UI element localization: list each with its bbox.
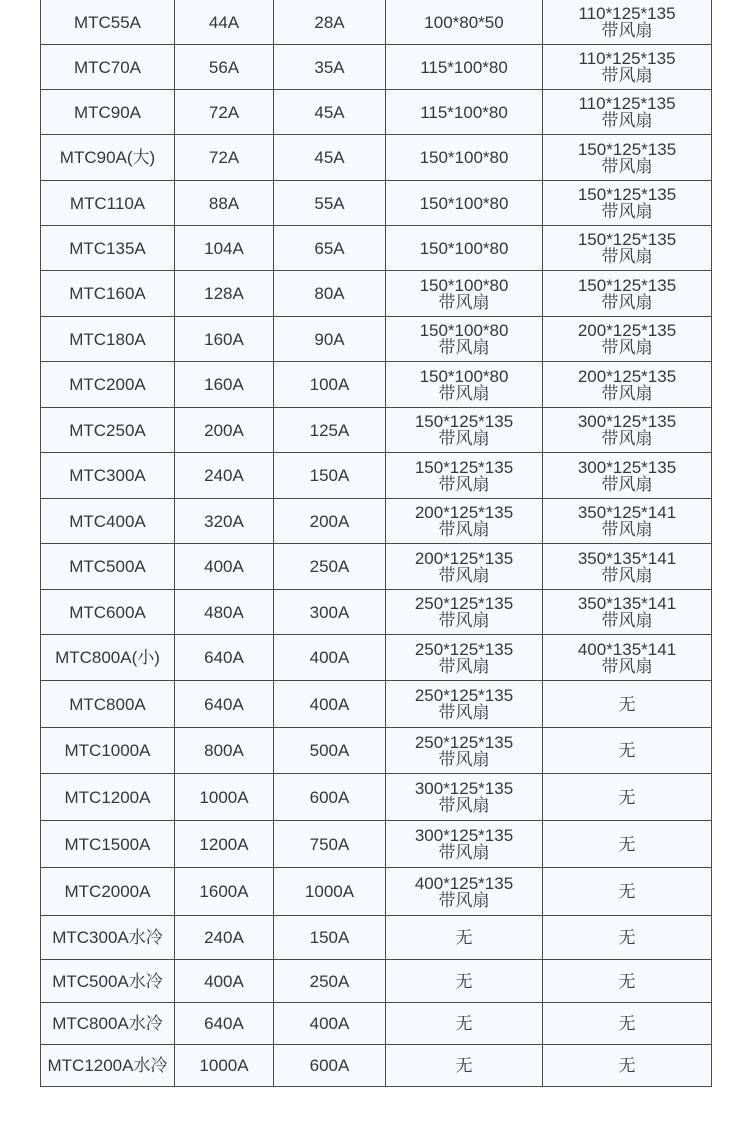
cell-text: 无 <box>455 928 473 947</box>
cell-text: 150*100*80 <box>419 275 509 295</box>
cell-text: 带风扇 <box>601 66 653 85</box>
cell-heatsink-size-b <box>543 90 712 135</box>
table-row <box>41 408 712 453</box>
cell-heatsink-size-b <box>543 453 712 499</box>
cell-text: 带风扇 <box>438 703 490 722</box>
cell-rated-current <box>175 408 274 453</box>
cell-working-current <box>274 544 386 590</box>
cell-model <box>41 271 175 317</box>
cell-text: MTC250A <box>69 420 146 440</box>
cell-heatsink-size-a <box>386 868 543 916</box>
table-row <box>41 181 712 226</box>
cell-heatsink-size-b <box>543 135 712 181</box>
cell-heatsink-size-a <box>386 544 543 590</box>
cell-heatsink-size-b <box>543 499 712 544</box>
cell-text: 750A <box>309 834 350 854</box>
cell-working-current <box>274 821 386 868</box>
cell-text: 200*125*135 <box>414 548 514 568</box>
cell-rated-current <box>175 271 274 317</box>
cell-model <box>41 226 175 271</box>
cell-text: 1000A <box>199 1056 249 1075</box>
cell-text: 无 <box>618 834 636 854</box>
cell-rated-current <box>175 635 274 681</box>
cell-text: 600A <box>309 787 350 807</box>
cell-text: 160A <box>204 375 244 394</box>
cell-rated-current <box>175 544 274 590</box>
table-row <box>41 590 712 635</box>
cell-rated-current <box>175 226 274 271</box>
cell-working-current <box>274 45 386 90</box>
cell-model <box>41 1045 175 1087</box>
cell-text: MTC500A <box>69 557 146 576</box>
cell-text: 320A <box>204 511 244 531</box>
cell-text: MTC180A <box>69 329 146 349</box>
cell-text: 带风扇 <box>601 611 653 630</box>
cell-text: MTC90A(大) <box>59 148 156 167</box>
table-row <box>41 453 712 499</box>
cell-model <box>41 317 175 362</box>
cell-text: 带风扇 <box>601 656 653 676</box>
cell-working-current <box>274 362 386 408</box>
cell-heatsink-size-b <box>543 916 712 960</box>
cell-text: 1200A <box>199 834 249 854</box>
cell-text: 100A <box>309 375 350 394</box>
cell-rated-current <box>175 774 274 821</box>
cell-text: 150*100*80 <box>419 193 509 213</box>
cell-rated-current <box>175 499 274 544</box>
cell-text: 400*125*135 <box>414 873 514 893</box>
cell-rated-current <box>175 453 274 499</box>
cell-text: 65A <box>314 238 345 258</box>
table-row <box>41 868 712 916</box>
cell-text: 带风扇 <box>438 383 490 403</box>
cell-rated-current <box>175 317 274 362</box>
cell-model <box>41 181 175 226</box>
cell-text: 带风扇 <box>601 429 653 448</box>
cell-heatsink-size-a <box>386 453 543 499</box>
cell-heatsink-size-a <box>386 135 543 181</box>
cell-text: 1000A <box>304 882 355 901</box>
cell-text: 104A <box>204 238 244 258</box>
cell-text: 150*100*80 <box>419 366 509 386</box>
cell-text: 无 <box>455 1014 473 1033</box>
cell-text: MTC600A <box>69 602 146 622</box>
cell-text: 无 <box>455 1056 473 1075</box>
cell-text: 28A <box>314 12 345 32</box>
table-row <box>41 0 712 45</box>
cell-rated-current <box>175 916 274 960</box>
cell-heatsink-size-a <box>386 499 543 544</box>
cell-text: 640A <box>204 1014 244 1033</box>
table-row <box>41 1045 712 1087</box>
cell-heatsink-size-b <box>543 362 712 408</box>
spec-table <box>40 0 712 1087</box>
cell-text: 90A <box>314 329 345 349</box>
cell-rated-current <box>175 0 274 45</box>
cell-text: 400A <box>309 648 350 667</box>
cell-heatsink-size-a <box>386 1045 543 1087</box>
cell-text: 150*125*135 <box>577 230 677 249</box>
cell-rated-current <box>175 821 274 868</box>
cell-text: MTC1200A水冷 <box>47 1056 168 1075</box>
cell-text: 150*125*135 <box>414 412 514 431</box>
cell-text: 150*125*135 <box>414 457 514 477</box>
cell-text: 带风扇 <box>601 383 653 403</box>
cell-working-current <box>274 916 386 960</box>
cell-text: 115*100*80 <box>420 57 508 77</box>
cell-heatsink-size-b <box>543 1045 712 1087</box>
cell-text: 100*80*50 <box>424 12 504 32</box>
cell-model <box>41 408 175 453</box>
cell-text: 无 <box>618 787 636 807</box>
cell-text: 250*125*135 <box>414 639 514 659</box>
cell-heatsink-size-a <box>386 317 543 362</box>
cell-rated-current <box>175 45 274 90</box>
cell-heatsink-size-b <box>543 544 712 590</box>
cell-text: 150*125*135 <box>577 139 677 159</box>
cell-working-current <box>274 90 386 135</box>
cell-text: 200*125*135 <box>414 503 514 522</box>
cell-model <box>41 0 175 45</box>
cell-text: 带风扇 <box>601 565 653 585</box>
cell-text: 无 <box>455 971 473 991</box>
cell-text: 带风扇 <box>438 796 490 815</box>
cell-working-current <box>274 271 386 317</box>
cell-working-current <box>274 1045 386 1087</box>
cell-text: 带风扇 <box>601 21 653 40</box>
cell-working-current <box>274 960 386 1003</box>
cell-text: 带风扇 <box>438 429 490 448</box>
cell-working-current <box>274 1003 386 1045</box>
cell-text: MTC200A <box>69 375 146 394</box>
cell-model <box>41 45 175 90</box>
table-row <box>41 681 712 728</box>
cell-model <box>41 774 175 821</box>
cell-text: 150*100*80 <box>419 148 509 167</box>
cell-text: 72A <box>208 148 240 167</box>
cell-text: MTC500A水冷 <box>52 971 163 991</box>
cell-heatsink-size-a <box>386 960 543 1003</box>
cell-text: 80A <box>314 284 345 303</box>
cell-text: 35A <box>314 57 345 77</box>
table-row <box>41 271 712 317</box>
cell-text: 300*125*135 <box>577 457 677 477</box>
cell-model <box>41 135 175 181</box>
cell-heatsink-size-b <box>543 821 712 868</box>
cell-text: 带风扇 <box>601 247 653 266</box>
cell-text: 150*100*80 <box>419 321 509 340</box>
cell-text: 480A <box>204 602 244 622</box>
cell-text: 带风扇 <box>438 520 490 539</box>
cell-working-current <box>274 728 386 774</box>
cell-working-current <box>274 317 386 362</box>
cell-working-current <box>274 635 386 681</box>
cell-heatsink-size-a <box>386 1003 543 1045</box>
table-row <box>41 960 712 1003</box>
cell-text: 1000A <box>199 787 249 807</box>
cell-text: 250*125*135 <box>414 732 514 752</box>
cell-working-current <box>274 226 386 271</box>
cell-text: 400A <box>309 694 350 714</box>
cell-heatsink-size-a <box>386 774 543 821</box>
cell-text: 45A <box>314 102 345 122</box>
cell-text: MTC800A <box>69 694 146 714</box>
cell-model <box>41 916 175 960</box>
cell-working-current <box>274 181 386 226</box>
cell-text: 带风扇 <box>438 474 490 494</box>
cell-text: 600A <box>309 1056 350 1075</box>
cell-heatsink-size-a <box>386 90 543 135</box>
cell-working-current <box>274 868 386 916</box>
cell-text: 250A <box>309 971 350 991</box>
cell-text: MTC300A水冷 <box>52 928 163 947</box>
cell-text: MTC135A <box>69 238 146 258</box>
table-row <box>41 774 712 821</box>
cell-text: MTC110A <box>69 193 146 213</box>
table-row <box>41 317 712 362</box>
cell-text: 250*125*135 <box>414 594 514 613</box>
cell-text: 无 <box>618 1056 636 1075</box>
cell-text: 带风扇 <box>601 474 653 494</box>
cell-model <box>41 821 175 868</box>
cell-text: MTC55A <box>73 12 142 32</box>
cell-rated-current <box>175 960 274 1003</box>
cell-working-current <box>274 453 386 499</box>
cell-text: 带风扇 <box>601 111 653 130</box>
table-row <box>41 916 712 960</box>
cell-text: 56A <box>208 57 240 77</box>
cell-heatsink-size-a <box>386 271 543 317</box>
cell-text: 110*125*135 <box>578 94 676 113</box>
cell-heatsink-size-b <box>543 635 712 681</box>
table-row <box>41 226 712 271</box>
cell-rated-current <box>175 1003 274 1045</box>
cell-text: 72A <box>208 102 240 122</box>
cell-rated-current <box>175 181 274 226</box>
cell-text: 带风扇 <box>438 292 490 312</box>
cell-heatsink-size-a <box>386 181 543 226</box>
cell-heatsink-size-b <box>543 868 712 916</box>
cell-working-current <box>274 681 386 728</box>
cell-rated-current <box>175 90 274 135</box>
cell-text: 400A <box>204 557 244 576</box>
cell-working-current <box>274 499 386 544</box>
cell-rated-current <box>175 681 274 728</box>
table-row <box>41 635 712 681</box>
cell-heatsink-size-b <box>543 1003 712 1045</box>
cell-working-current <box>274 408 386 453</box>
table-row <box>41 90 712 135</box>
cell-text: 带风扇 <box>438 749 490 769</box>
cell-heatsink-size-b <box>543 317 712 362</box>
cell-text: 400*135*141 <box>577 639 677 659</box>
cell-text: 无 <box>618 928 636 947</box>
cell-text: 350*135*141 <box>577 594 677 613</box>
cell-working-current <box>274 135 386 181</box>
cell-text: 110*125*135 <box>578 49 676 68</box>
cell-text: 1600A <box>199 882 249 901</box>
cell-text: 200*125*135 <box>577 321 677 340</box>
cell-heatsink-size-b <box>543 590 712 635</box>
cell-text: 带风扇 <box>601 202 653 221</box>
cell-text: 55A <box>314 193 345 213</box>
cell-text: 125A <box>309 420 350 440</box>
cell-text: 88A <box>208 193 240 213</box>
cell-text: 150*125*135 <box>577 185 677 204</box>
cell-model <box>41 681 175 728</box>
cell-text: 带风扇 <box>438 843 490 862</box>
cell-text: 无 <box>618 694 636 714</box>
cell-heatsink-size-b <box>543 774 712 821</box>
cell-text: 150A <box>309 466 350 485</box>
cell-model <box>41 1003 175 1045</box>
spec-table-body <box>41 0 712 1087</box>
cell-rated-current <box>175 590 274 635</box>
table-row <box>41 499 712 544</box>
table-row <box>41 728 712 774</box>
cell-heatsink-size-b <box>543 408 712 453</box>
cell-text: 44A <box>208 12 240 32</box>
cell-text: 640A <box>204 648 244 667</box>
cell-heatsink-size-b <box>543 45 712 90</box>
cell-text: 400A <box>204 971 244 991</box>
cell-text: MTC1200A <box>64 787 151 807</box>
cell-text: 150*125*135 <box>577 275 677 295</box>
cell-text: 300*125*135 <box>414 826 514 845</box>
cell-text: 115*100*80 <box>420 102 508 122</box>
cell-heatsink-size-a <box>386 728 543 774</box>
cell-text: 带风扇 <box>601 156 653 176</box>
cell-text: 200A <box>309 511 350 531</box>
cell-heatsink-size-a <box>386 362 543 408</box>
cell-text: MTC70A <box>73 57 142 77</box>
cell-model <box>41 544 175 590</box>
cell-text: 300A <box>309 602 350 622</box>
cell-text: 带风扇 <box>438 565 490 585</box>
cell-text: MTC1500A <box>64 834 151 854</box>
cell-text: MTC800A水冷 <box>52 1014 163 1033</box>
cell-rated-current <box>175 868 274 916</box>
cell-heatsink-size-b <box>543 0 712 45</box>
cell-text: 带风扇 <box>438 890 490 910</box>
cell-text: 128A <box>204 284 244 303</box>
cell-heatsink-size-b <box>543 181 712 226</box>
cell-rated-current <box>175 728 274 774</box>
cell-text: 45A <box>314 148 345 167</box>
cell-text: MTC160A <box>69 284 146 303</box>
cell-text: 无 <box>618 882 636 901</box>
cell-text: 250A <box>309 557 350 576</box>
cell-model <box>41 90 175 135</box>
cell-text: 800A <box>204 741 244 760</box>
cell-rated-current <box>175 1045 274 1087</box>
cell-text: 200A <box>204 420 244 440</box>
cell-heatsink-size-a <box>386 45 543 90</box>
cell-heatsink-size-a <box>386 226 543 271</box>
cell-heatsink-size-b <box>543 960 712 1003</box>
cell-text: 带风扇 <box>438 611 490 630</box>
cell-heatsink-size-a <box>386 916 543 960</box>
table-row <box>41 135 712 181</box>
cell-heatsink-size-b <box>543 271 712 317</box>
cell-text: 110*125*135 <box>578 4 676 23</box>
cell-heatsink-size-b <box>543 226 712 271</box>
table-row <box>41 1003 712 1045</box>
table-row <box>41 544 712 590</box>
cell-heatsink-size-a <box>386 0 543 45</box>
cell-rated-current <box>175 362 274 408</box>
cell-heatsink-size-a <box>386 590 543 635</box>
cell-working-current <box>274 590 386 635</box>
cell-heatsink-size-a <box>386 408 543 453</box>
cell-heatsink-size-a <box>386 635 543 681</box>
cell-text: 带风扇 <box>601 292 653 312</box>
cell-text: 300*125*135 <box>414 779 514 798</box>
cell-model <box>41 728 175 774</box>
cell-text: 640A <box>204 694 244 714</box>
cell-text: 350*135*141 <box>577 548 677 568</box>
cell-text: 无 <box>618 971 636 991</box>
cell-heatsink-size-a <box>386 821 543 868</box>
cell-text: 240A <box>204 466 244 485</box>
cell-text: 250*125*135 <box>414 686 514 705</box>
cell-text: 无 <box>618 741 636 760</box>
cell-heatsink-size-b <box>543 728 712 774</box>
cell-text: MTC90A <box>73 102 142 122</box>
table-row <box>41 45 712 90</box>
cell-model <box>41 453 175 499</box>
cell-text: 160A <box>204 329 244 349</box>
cell-text: 带风扇 <box>601 520 653 539</box>
cell-text: 150A <box>309 928 350 947</box>
cell-working-current <box>274 774 386 821</box>
cell-heatsink-size-a <box>386 681 543 728</box>
cell-text: 200*125*135 <box>577 366 677 386</box>
cell-text: 无 <box>618 1014 636 1033</box>
cell-text: 500A <box>309 741 350 760</box>
cell-model <box>41 960 175 1003</box>
cell-text: 300*125*135 <box>577 412 677 431</box>
cell-heatsink-size-b <box>543 681 712 728</box>
cell-text: MTC1000A <box>64 741 151 760</box>
cell-model <box>41 868 175 916</box>
cell-model <box>41 590 175 635</box>
cell-text: MTC800A(小) <box>55 648 160 667</box>
cell-text: MTC300A <box>69 466 146 485</box>
cell-rated-current <box>175 135 274 181</box>
cell-text: 400A <box>309 1014 350 1033</box>
cell-text: MTC400A <box>69 511 146 531</box>
cell-text: 240A <box>204 928 244 947</box>
cell-model <box>41 499 175 544</box>
cell-working-current <box>274 0 386 45</box>
table-row <box>41 821 712 868</box>
cell-text: 150*100*80 <box>419 238 509 258</box>
cell-model <box>41 635 175 681</box>
cell-text: 带风扇 <box>601 338 653 357</box>
cell-text: 带风扇 <box>438 656 490 676</box>
table-row <box>41 362 712 408</box>
cell-text: 带风扇 <box>438 338 490 357</box>
cell-model <box>41 362 175 408</box>
cell-text: MTC2000A <box>64 882 151 901</box>
cell-text: 350*125*141 <box>577 503 677 522</box>
